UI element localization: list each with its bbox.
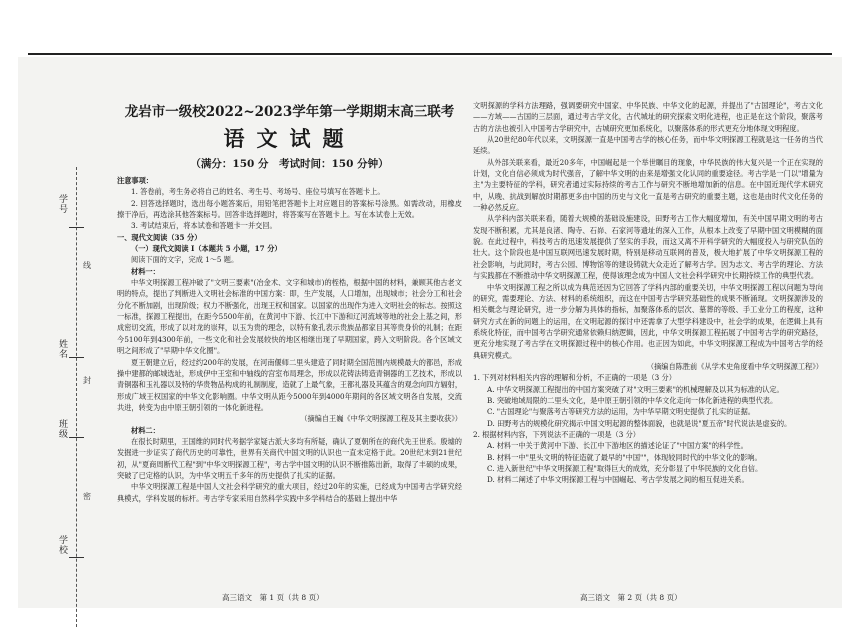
answer-option: D. 材料二阐述了中华文明探源工程与中国崛起、考古学发展之间的相互促进关系。 — [487, 475, 749, 485]
material-paragraph: 中华文明探源工程冲破了"文明三要素"(冶金术、文字和城市)的桎梏，根据中国的材料，兼顾其他古老文明的特点，提出了判断进入文明社会标准的中国方案：即，生产发展，人口增加，出现城市；社会分工和社会分化不断加剧，出现阶级；权力不断强化，出现王权和国家。以国家的出现作为进入文明社会的标志。按照这一标准，探源工程提出，在距今5500年前，在黄河中下游、长江中下游和辽河流域等地的社会上基之间，形成密切交流，形成了以对龙的崇拜，以玉为贵的理念，以特有象孔表示贵族品都家目其等贵身价的礼制；在距今5100年到4300年前，一些文化和社会发展较快的地区相继出现了早期国家，跨入文明阶段。各个区域文明之间形成了"早期中华文化圈"。 — [117, 278, 463, 356]
material-source: （摘编自王巍《中华文明探源工程及其主要收获》） — [300, 414, 462, 424]
notice-heading: 注意事项： — [117, 176, 153, 185]
cut-mark: 密 — [83, 492, 91, 501]
answer-option: B. 材料一中"里头文明的特征造就了最早的"中国""，体现较同时代的中华文化的影响。 — [487, 452, 762, 462]
margin-label-school: 学校 — [57, 535, 67, 555]
page-footer-left: 高三语文 第 1 页（共 8 页） — [222, 593, 324, 602]
answer-option: C. "古国理论"与聚落考古等研究方法的运用，为中华早期文明史提供了扎实的证据。 — [487, 407, 755, 417]
sub-heading: （一）现代文阅读 I（本题共 5 小题，17 分） — [131, 244, 282, 254]
article-paragraph: 从学科内部关联来看，随着大规模的基础设施建设，田野考古工作大幅度增加，有关中国早期文明的考古发现不断积累，尤其是良渚、陶寺、石峁、石家河等遗址的深入工作，从根本上改变了早期中国文明模糊的面貌。在此过程中，科技考古的迅速发展提供了坚实的手段，而这又离不开科学研究的大幅度投入与研究队伍的壮大。这个阶段也是中国互联网迅速发展时期，特别是移动互联网的普及，极大地扩展了中华文明探源工程的社会影响，与此同时，考古公园、博物馆等的建设铸就大众走近了解考古学。因为志文、考古学的理论、方法与实践都在不断推动中华文明探源工程，使得该理念成为中国人文社会科学研究中长期持续工作的典型代表。 — [473, 214, 823, 281]
notice-item: 3. 考试结束后，将本试卷和答题卡一并交回。 — [131, 221, 277, 231]
margin-label-class: 班级 — [57, 419, 67, 439]
material-label: 材料二： — [131, 425, 160, 435]
exam-title: 语文试题 — [223, 126, 356, 151]
instruction: 阅读下面的文字，完成 1～5 题。 — [131, 255, 239, 265]
article-paragraph: 中华文明探源工程之所以成为典范还因为它回答了学科内部的重要关切，中华文明探源工程以问题为导向的研究，需要理论、方法、材料的系统组织，而这在中国考古学研究基础性的成果不断涌现。文明探源涉及的相关概念与理论研究，进一步分解为具体的指标，加聚落体系的层次、墓葬的等级、手工业分工的程度，这种研究方式在新的问题上的运用，在文明起源的探讨中还需拿了大型学科建设中，社会学的成果，在逻辑上具有系统化特征，而中国考古学研究通常依赖归纳逻辑，因此，中华文明探源工程拓展了中国考古学的研究路径，更充分地实现了考古学在文明探源过程中的核心作用。也正因为如此，中华文明探源工程成为中国考古学的经典研究模式。 — [473, 282, 823, 360]
top-rule — [28, 53, 832, 55]
cut-mark: 线 — [83, 261, 91, 270]
answer-option: B. 突破地域局限的二里头文化，是中原王朝引领的中华文化走向一体化新进程的典型代表。 — [487, 395, 778, 405]
question-stem: 2. 根据材料内容，下列说法不正确的一项是（3 分） — [473, 429, 640, 439]
margin-label-student-id: 学号 — [57, 194, 67, 214]
right-page — [473, 100, 823, 486]
article-paragraph: 文明探源的学科方法理路，强调要研究中国家、中华民族、中华文化的起源，并提出了"古国理论"，考古文化——方域——古国的三层面，通过考古学文化，古代城址的研究探索文明化进程，也正是在这个阶段，聚落考古的方法也被引入中国考古学研究中，古城研究更加系统化，以聚落体系的形式更充分地体现文明程度。 — [473, 101, 823, 133]
cut-mark: 封 — [83, 376, 91, 385]
binding-dashed-line — [76, 167, 77, 627]
notice-item: 1. 答卷前，考生务必将自己的姓名、考生号、考场号、座位号填写在答题卡上。 — [131, 187, 385, 197]
answer-option: C. 进入新世纪"中华文明探源工程"取得巨大的成效，充分彰显了中华民族的文化自信。 — [487, 464, 763, 473]
question-stem: 1. 下列对材料相关内容的理解和分析，不正确的一项是（3 分） — [473, 373, 676, 383]
answer-option: D. 田野考古的规模化研究揭示中国文明起源的整体面貌，也就是说"夏五帝"时代说法是虚妄的。 — [487, 418, 792, 428]
margin-blank — [69, 357, 84, 358]
article-paragraph: 从外部关联来看，最近20多年，中国崛起是一个举世瞩目的现象，中华民族的伟大复兴是一个正在实现的计划，文化自信必须成为时代强音，了解中华文明的由来是增强文化认同的重要途径。考古学是一门以"增量为主"为主要特征的学科，研究者通过实际持续的考古工作与研究不断地增加新的信息。在中国近现代学术研究中，从晚、抗战到解放时期都更多由中国的历史与文化一直是考古研究的重要主题，这也是由时代文化任务的一种必然反应。 — [473, 157, 823, 213]
binding-margin — [18, 57, 91, 608]
answer-option: A. 中华文明探源工程提出的中国方案突破了对"文明三要素"的机械理解及以其为标准的认定。 — [487, 384, 784, 394]
material-label: 材料一： — [131, 266, 160, 276]
margin-label-name: 姓名 — [57, 339, 67, 359]
margin-blank — [69, 437, 84, 438]
left-page — [117, 100, 462, 504]
margin-blank — [69, 227, 84, 228]
score-time: （满分：150 分 考试时间：150 分钟） — [190, 158, 389, 170]
material-paragraph: 夏王朝建立后，经过约200年的发展，在河南偃师二里头建造了同时期全国范围内规模最大的都邑，形成操中建都的邮城选址，形成伊中王室和中轴线的宫室布局理念，形成以花铸法铸造青铜器的工艺技术，形成以青铜器和玉礼器以及特的华贵物品构成的礼制制度，造就了上最气象，王都礼器及其蕴含的观念向四方辐射，形成广域王权国家的中华文化影响圈。中华文明从距今5000年到4000年期间的各区域文明各自发展，交流共进，转变为由中原王朝引领的一体化新进程。 — [117, 357, 463, 412]
page-footer-right: 高三语文 第 2 页（共 8 页） — [580, 593, 682, 602]
material-paragraph: 在很长时期里，王国维的同时代考据学家疑古派大多均有所疑，确认了夏朝所在的商代先王世系。殷墟的发掘进一步证实了商代历史的可靠性，世界有关商代中国文明的认识也一直未定格于此。20世纪末到21世纪初，从"夏商周断代工程"到"中华文明探源工程"，考古学中国文明的认识不断推陈出新，取得了丰硕的成果，突破了已定格的认识，为中华文明五千多年的历史提供了扎实的证据。 — [117, 436, 462, 480]
notice-item: 2. 回答选择题时，选出每小题答案后，用铅笔把答题卡上对应题目的答案标号涂黑。如需改动，用橡皮擦干净后，再选涂其他答案标号。回答非选择题时，将答案写在答题卡上。写在本试卷上无效。 — [117, 198, 462, 220]
article-source: （摘编自陈胜前《从学术史角度看中华文明探源工程》） — [646, 361, 823, 371]
margin-blank — [69, 557, 84, 558]
material-paragraph: 中华文明探源工程是中国人文社会科学研究的重大项目，经过20年的实施，已经成为中国考古学研究经典模式，学科发展的标杆。考古学专家采用自然科学实践中多学科结合的基础上提出中华 — [117, 482, 462, 503]
section-heading: 一、现代文阅读（35 分） — [117, 232, 202, 242]
exam-school-title: 龙岩市一级校2022~2023学年第一学期期末高三联考 — [124, 104, 455, 120]
answer-option: A. 材料一中关于黄河中下游、长江中下游地区的描述论证了"中国方案"的科学性。 — [487, 441, 748, 451]
article-paragraph: 从20世纪80年代以来，文明探源一直是中国考古学的核心任务，而中华文明探源工程就是这一任务的当代延续。 — [473, 135, 823, 156]
